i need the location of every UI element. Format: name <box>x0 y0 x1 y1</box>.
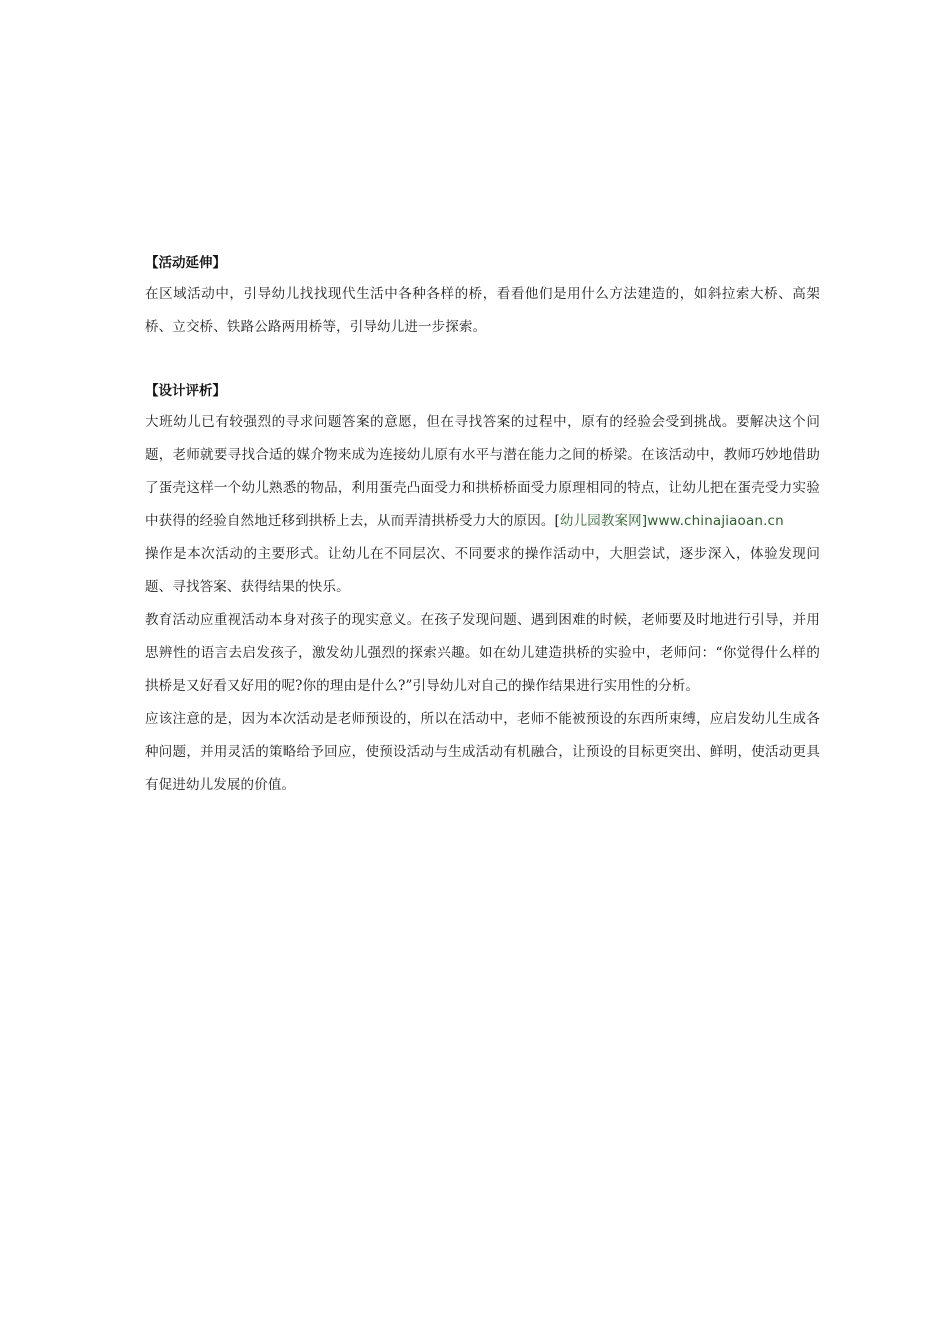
paragraph-design-review-3: 教育活动应重视活动本身对孩子的现实意义。在孩子发现问题、遇到困难的时候，老师要及时地进行引导，并用思辨性的语言去启发孩子，激发幼儿强烈的探索兴趣。如在幼儿建造拱桥的实验中，老师问：“你觉得什么样的拱桥是又好看又好用的呢?你的理由是什么?”引导幼儿对自己的操作结果进行实用性的分析。 <box>145 612 820 694</box>
paragraph-design-review-4: 应该注意的是，因为本次活动是老师预设的，所以在活动中，老师不能被预设的东西所束缚，应启发幼儿生成各种问题，并用灵活的策略给予回应，使预设活动与生成活动有机融合，让预设的目标更突出、鲜明，使活动更具有促进幼儿发展的价值。 <box>145 711 820 793</box>
paragraph-design-review-2: 操作是本次活动的主要形式。让幼儿在不同层次、不同要求的操作活动中，大胆尝试，逐步深入，体验发现问题、寻找答案、获得结果的快乐。 <box>145 546 820 595</box>
source-link-url[interactable]: www.chinajiaoan.cn <box>647 513 784 529</box>
source-link-close-bracket[interactable]: ] <box>641 513 648 529</box>
section-spacer <box>145 344 820 380</box>
paragraph-text: 大班幼儿已有较强烈的寻求问题答案的意愿，但在寻找答案的过程中，原有的经验会受到挑战。要解决这个问题，老师就要寻找合适的媒介物来成为连接幼儿原有水平与潜在能力之间的桥梁。在该活动中，教师巧妙地借助了蛋壳这样一个幼儿熟悉的物品，利用蛋壳凸面受力和拱桥桥面受力原理相同的特点，让幼儿把在蛋壳受力实验中获得的经验自然地迁移到拱桥上去，从而弄清拱桥受力大的原因。[ <box>145 414 820 529</box>
paragraph-design-review-1 <box>145 406 820 538</box>
section-heading-activity-extension: 【活动延伸】 <box>145 255 226 271</box>
document-body <box>145 252 820 802</box>
paragraph-activity-extension: 在区域活动中，引导幼儿找找现代生活中各种各样的桥，看看他们是用什么方法建造的，如斜拉索大桥、高架桥、立交桥、铁路公路两用桥等，引导幼儿进一步探索。 <box>145 286 820 335</box>
section-heading-design-review: 【设计评析】 <box>145 383 226 399</box>
source-link-text[interactable]: 幼儿园教案网 <box>559 513 642 529</box>
